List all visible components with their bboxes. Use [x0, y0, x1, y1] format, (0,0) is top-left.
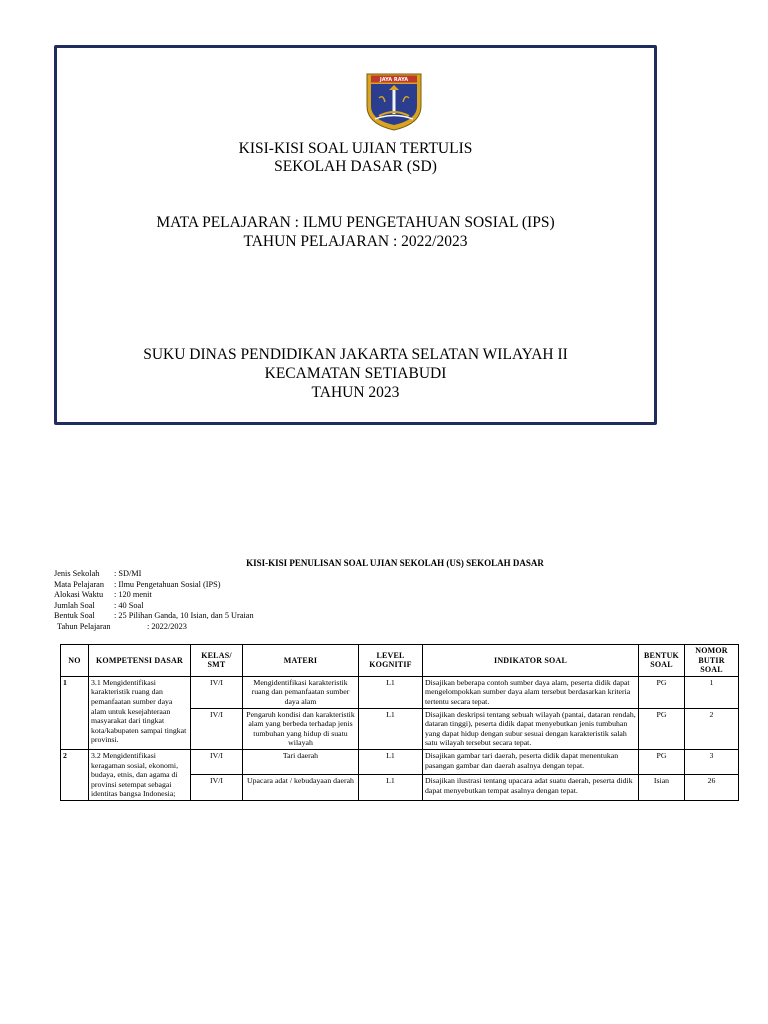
cover-office-line-2: KECAMATAN SETIABUDI — [264, 365, 447, 382]
cover-frame — [54, 45, 657, 425]
header-indikator-soal: INDIKATOR SOAL — [423, 645, 639, 677]
cell-level: L1 — [359, 775, 423, 800]
header-level-kognitif: LEVEL KOGNITIF — [359, 645, 423, 677]
cell-bentuk: PG — [639, 749, 685, 774]
meta-value: : 40 Soal — [114, 600, 144, 610]
cell-materi: Tari daerah — [243, 749, 359, 774]
header-kelas-smt: KELAS/ SMT — [191, 645, 243, 677]
cell-bentuk: PG — [639, 676, 685, 708]
cell-bentuk: Isian — [639, 775, 685, 800]
kisi-kisi-table — [60, 644, 739, 801]
cell-kelas: IV/I — [191, 676, 243, 708]
cell-indikator: Disajikan gambar tari daerah, peserta didik dapat menentukan pasangan gambar dan daerah asalnya dengan tepat. — [423, 749, 639, 774]
meta-value: : Ilmu Pengetahuan Sosial (IPS) — [114, 579, 221, 589]
cell-nomor: 1 — [685, 676, 739, 708]
header-materi: MATERI — [243, 645, 359, 677]
document-title: KISI-KISI PENULISAN SOAL UJIAN SEKOLAH (US) SEKOLAH DASAR — [246, 558, 544, 568]
meta-label: Jumlah Soal — [54, 600, 95, 610]
cell-kompetensi-dasar: 3.1 Mengidentifikasi karakteristik ruang dan pemanfaatan sumber daya alam untuk kesejahteraan masyarakat dari tingkat kota/kabupaten sampai tingkat provinsi. — [89, 676, 191, 749]
meta-label: Bentuk Soal — [54, 611, 95, 620]
cover-title-line-1: KISI-KISI SOAL UJIAN TERTULIS — [238, 140, 473, 157]
meta-value: : SD/MI — [114, 569, 142, 578]
meta-row — [54, 590, 254, 601]
table-row — [61, 749, 739, 774]
meta-value: : 2022/2023 — [147, 621, 187, 631]
table-header-row — [61, 645, 739, 677]
meta-label: Alokasi Waktu — [54, 590, 104, 599]
cell-materi: Pengaruh kondisi dan karakteristik alam yang berbeda terhadap jenis tumbuhan yang hidup di suatu wilayah — [243, 708, 359, 749]
cell-kelas: IV/I — [191, 708, 243, 749]
cell-kelas: IV/I — [191, 775, 243, 800]
cell-level: L1 — [359, 676, 423, 708]
meta-row — [54, 611, 254, 622]
meta-row — [54, 622, 254, 633]
cell-materi: Upacara adat / kebudayaan daerah — [243, 775, 359, 800]
cover-school-year: TAHUN PELAJARAN : 2022/2023 — [243, 233, 468, 250]
cell-kelas: IV/I — [191, 749, 243, 774]
cell-level: L1 — [359, 749, 423, 774]
cell-nomor: 26 — [685, 775, 739, 800]
cover-subject: MATA PELAJARAN : ILMU PENGETAHUAN SOSIAL (IPS) — [156, 214, 555, 231]
meta-row — [54, 601, 254, 612]
meta-row — [54, 580, 254, 591]
svg-text:JAYA RAYA: JAYA RAYA — [379, 77, 409, 83]
meta-label: Mata Pelajaran — [54, 579, 104, 589]
cell-level: L1 — [359, 708, 423, 749]
header-nomor-butir-soal: NOMOR BUTIR SOAL — [685, 645, 739, 677]
cell-bentuk: PG — [639, 708, 685, 749]
cell-indikator: Disajikan ilustrasi tentang upacara adat suatu daerah, peserta didik dapat menyebutkan tempat asalnya dengan tepat. — [423, 775, 639, 800]
meta-value: : 25 Pilihan Ganda, 10 Isian, dan 5 Uraian — [114, 611, 254, 620]
jaya-raya-emblem-icon — [365, 72, 423, 132]
header-kompetensi-dasar: KOMPETENSI DASAR — [89, 645, 191, 677]
exam-meta — [54, 569, 254, 632]
header-no: NO — [61, 645, 89, 677]
cell-materi: Mengidentifikasi karakteristik ruang dan pemanfaatan sumber daya alam — [243, 676, 359, 708]
cell-kompetensi-dasar: 3.2 Mengidentifikasi keragaman sosial, ekonomi, budaya, etnis, dan agama di provinsi setempat sebagai identitas bangsa Indonesia; — [89, 749, 191, 800]
meta-value: : 120 menit — [114, 590, 152, 599]
cell-nomor: 2 — [685, 708, 739, 749]
header-bentuk-soal: BENTUK SOAL — [639, 645, 685, 677]
cell-no: 1 — [61, 676, 89, 749]
cover-office-line-3: TAHUN 2023 — [311, 384, 400, 401]
cell-no: 2 — [61, 749, 89, 800]
meta-row — [54, 569, 254, 580]
cell-nomor: 3 — [685, 749, 739, 774]
cell-indikator: Disajikan deskripsi tentang sebuah wilayah (pantai, dataran rendah, dataran tinggi), peserta didik dapat menyebutkan jenis tumbuhan yang dapat hidup dengan subur sesuai dengan karakteristik salah satu wilayah tersebut secara tepat. — [423, 708, 639, 749]
meta-label: Jenis Sekolah — [54, 569, 100, 578]
cover-office-line-1: SUKU DINAS PENDIDIKAN JAKARTA SELATAN WILAYAH II — [143, 346, 568, 363]
cell-indikator: Disajikan beberapa contoh sumber daya alam, peserta didik dapat mengelompokkan sumber daya alam tersebut berdasarkan kriteria tertentu secara tepat. — [423, 676, 639, 708]
cover-title-line-2: SEKOLAH DASAR (SD) — [274, 158, 437, 175]
meta-label: Tahun Pelajaran — [57, 621, 111, 631]
table-row — [61, 676, 739, 708]
